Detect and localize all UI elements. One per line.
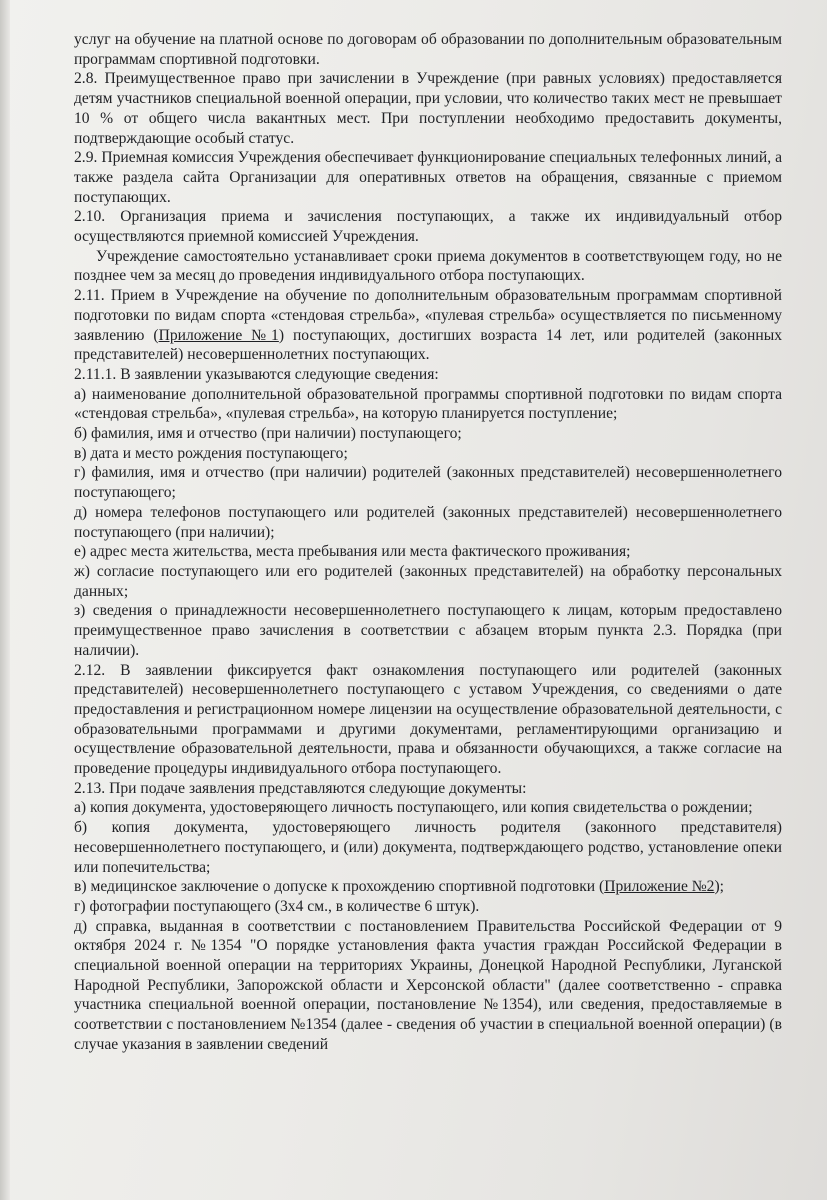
doc-item-v-text-after: ); [714,878,725,896]
doc-item-b: б) копия документа, удостоверяющего личность родителя (законного представителя) несовершеннолетнего поступающего, и (или) документа, подтверждающего родство, установление опеки или попечительства; [74,819,782,876]
doc-item-a: а) копия документа, удостоверяющего личность поступающего, или копия свидетельства о рождении; [74,799,753,817]
clause-2-11-text-before: 2.11. Прием в Учреждение на обучение по дополнительным образовательным программам спортивной подготовки по видам спорта «стендовая стрельба», «пулевая стрельба» осуществляется по письменному заявлению ( [74,287,782,344]
list-item-g: г) фамилия, имя и отчество (при наличии) родителей (законных представителей) несовершеннолетнего поступающего; [74,464,782,502]
clause-2-9: 2.9. Приемная комиссия Учреждения обеспечивает функционирование специальных телефонных линий, а также раздела сайта Организации для оперативных ответов на обращения, связанные с приемом поступающих. [74,149,782,206]
doc-item-d: д) справка, выданная в соответствии с постановлением Правительства Российской Федерации от 9 октября 2024 г. №1354 "О порядке установления факта участия граждан Российской Федерации в специальной военной операции на территориях Украины, Донецкой Народной Республики, Луганской Народной Республики, Запорожской области и Херсонской области" (далее соответственно - справка участника специальной военной операции, постановление №1354), или сведения, предоставляемые в соответствии с постановлением №1354 (далее - сведения об участии в специальной военной операции) (в случае указания в заявлении сведений [74,917,782,1053]
paragraph-continuation: услуг на обучение на платной основе по договорам об образовании по дополнительным образовательным программам спортивной подготовки. [74,31,782,68]
clause-2-8: 2.8. Преимущественное право при зачислении в Учреждение (при равных условиях) предоставляется детям участников специальной военной операции, при условии, что количество таких мест не превышает 10 % от общего числа вакантных мест. При поступлении необходимо предоставить документы, подтверждающие особый статус. [74,70,782,147]
clause-2-11-1: 2.11.1. В заявлении указываются следующие сведения: [74,365,439,383]
list-item-z: з) сведения о принадлежности несовершеннолетнего поступающего к лицам, которым предоставлено преимущественное право зачисления в соответствии с абзацем вторым пункта 2.3. Порядка (при наличии). [74,602,782,659]
clause-2-10: 2.10. Организация приема и зачисления поступающих, а также их индивидуальный отбор осуществляются приемной комиссией Учреждения. [74,208,782,246]
doc-item-v [74,877,782,897]
list-item-d: д) номера телефонов поступающего или родителей (законных представителей) несовершеннолетнего поступающего (при наличии); [74,503,782,541]
list-item-e: е) адрес места жительства, места пребывания или места фактического проживания; [74,543,631,561]
list-item-a: а) наименование дополнительной образовательной программы спортивной подготовки по видам спорта «стендовая стрельба», «пулевая стрельба», на которую планируется поступление; [74,385,782,423]
clause-2-11-text-after: ) поступающих, достигших возраста 14 лет, или родителей (законных представителей) несовершеннолетних поступающих. [74,326,782,364]
doc-item-g: г) фотографии поступающего (3х4 см., в количестве 6 штук). [74,897,480,915]
document-text [74,30,782,1055]
appendix-1-link[interactable]: Приложение №1 [158,326,279,344]
clause-2-13: 2.13. При подаче заявления представляются следующие документы: [74,779,527,797]
appendix-2-link[interactable]: Приложение №2 [604,878,715,896]
page-edge-shadow [0,0,10,1200]
list-item-zh: ж) согласие поступающего или его родителей (законных представителей) на обработку персональных данных; [74,562,782,600]
doc-item-v-text-before: в) медицинское заключение о допуске к прохождению спортивной подготовки ( [74,878,605,896]
clause-2-12: 2.12. В заявлении фиксируется факт ознакомления поступающего или родителей (законных представителей) несовершеннолетнего поступающего с уставом Учреждения, со сведениями о дате предоставления и регистрационном номере лицензии на осуществление образовательной деятельности, с образовательными программами и другими документами, регламентирующими организацию и осуществление образовательной деятельности, права и обязанности обучающихся, а также согласие на проведение процедуры индивидуального отбора поступающего. [74,661,782,778]
clause-2-11 [74,286,782,365]
list-item-b: б) фамилия, имя и отчество (при наличии) поступающего; [74,425,462,443]
paragraph-deadlines: Учреждение самостоятельно устанавливает сроки приема документов в соответствующем году, но не позднее чем за месяц до проведения индивидуального отбора поступающих. [74,247,782,285]
list-item-v: в) дата и место рождения поступающего; [74,444,348,462]
